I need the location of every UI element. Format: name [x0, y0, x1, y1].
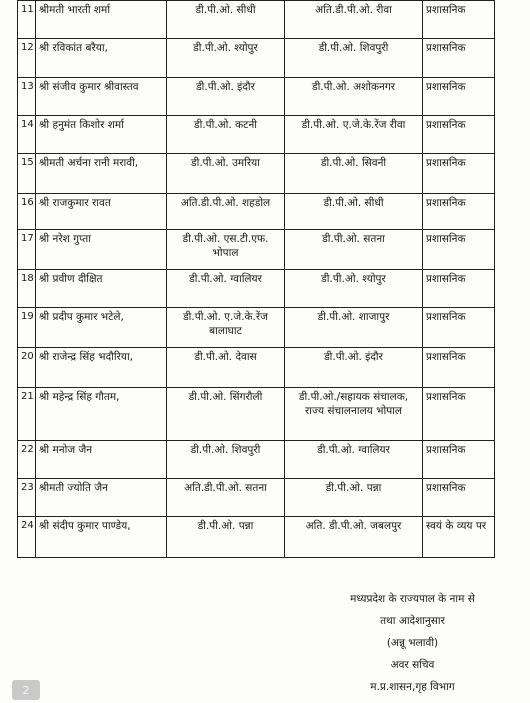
serial-number-cell: 20 [18, 348, 36, 388]
signatory-department: म.प्र.शासन,गृह विभाग [370, 681, 455, 693]
new-posting-cell: डी.पी.ओ./सहायक संचालक, राज्य संचालनालय भोपाल [285, 388, 423, 441]
officer-name-cell: श्रीमती अर्चना रानी मरावी, [36, 154, 167, 194]
transfer-reason-cell: प्रशासनिक [423, 78, 495, 116]
transfer-reason-cell: प्रशासनिक [423, 39, 495, 78]
new-posting-cell: डी.पी.ओ. शाजापुर [285, 308, 423, 348]
officer-name-cell: श्री संदीप कुमार पाण्डेय, [36, 517, 167, 558]
serial-number-cell: 13 [18, 78, 36, 116]
new-posting-cell: अति.डी.पी.ओ. रीवा [285, 1, 423, 39]
current-posting-cell: डी.पी.ओ. इंदौर [167, 78, 285, 116]
current-posting-cell: डी.पी.ओ. कटनी [167, 116, 285, 154]
new-posting-cell: डी.पी.ओ. सिवनी [285, 154, 423, 194]
table-row [18, 441, 495, 479]
table-row [18, 517, 495, 558]
transfer-reason-cell: प्रशासनिक [423, 441, 495, 479]
serial-number-cell: 14 [18, 116, 36, 154]
new-posting-cell: डी.पी.ओ. पन्ना [285, 479, 423, 517]
officer-name-cell: श्री प्रदीप कुमार भटेले, [36, 308, 167, 348]
officer-name-cell: श्री महेन्द्र सिंह गौतम, [36, 388, 167, 441]
signature-line-order: मध्यप्रदेश के राज्यपाल के नाम से [350, 593, 475, 605]
officer-name-cell: श्री हनुमंत किशोर शर्मा [36, 116, 167, 154]
signature-block [310, 588, 515, 698]
officer-name-cell: श्री राजेन्द्र सिंह भदौरिया, [36, 348, 167, 388]
new-posting-cell: डी.पी.ओ. ए.जे.के.रेंज रीवा [285, 116, 423, 154]
current-posting-cell: डी.पी.ओ. शिवपुरी [167, 441, 285, 479]
table-row [18, 194, 495, 230]
table-row [18, 154, 495, 194]
officer-name-cell: श्रीमती ज्योति जैन [36, 479, 167, 517]
serial-number-cell: 22 [18, 441, 36, 479]
new-posting-cell: डी.पी.ओ. सीधी [285, 194, 423, 230]
officer-name-cell: श्री संजीव कुमार श्रीवास्तव [36, 78, 167, 116]
transfer-reason-cell: प्रशासनिक [423, 308, 495, 348]
transfer-table-body [18, 1, 495, 558]
serial-number-cell: 16 [18, 194, 36, 230]
table-row [18, 479, 495, 517]
transfer-reason-cell: प्रशासनिक [423, 194, 495, 230]
new-posting-cell: डी.पी.ओ. सतना [285, 230, 423, 270]
current-posting-cell: डी.पी.ओ. सीधी [167, 1, 285, 39]
current-posting-cell: डी.पी.ओ. देवास [167, 348, 285, 388]
serial-number-cell: 17 [18, 230, 36, 270]
transfer-reason-cell: प्रशासनिक [423, 270, 495, 308]
table-row [18, 388, 495, 441]
officer-name-cell: श्रीमती भारती शर्मा [36, 1, 167, 39]
transfer-reason-cell: स्वयं के व्यय पर [423, 517, 495, 558]
transfer-reason-cell: प्रशासनिक [423, 348, 495, 388]
transfer-reason-cell: प्रशासनिक [423, 388, 495, 441]
signature-line-authority: तथा आदेशानुसार [380, 615, 445, 627]
table-row [18, 39, 495, 78]
serial-number-cell: 21 [18, 388, 36, 441]
officer-name-cell: श्री नरेश गुप्ता [36, 230, 167, 270]
current-posting-cell: अति.डी.पी.ओ. सतना [167, 479, 285, 517]
table-row [18, 78, 495, 116]
new-posting-cell: डी.पी.ओ. इंदौर [285, 348, 423, 388]
new-posting-cell: डी.पी.ओ. ग्वालियर [285, 441, 423, 479]
signatory-designation: अवर सचिव [390, 659, 435, 671]
officer-name-cell: श्री राजकुमार रावत [36, 194, 167, 230]
table-row [18, 308, 495, 348]
transfer-reason-cell: प्रशासनिक [423, 479, 495, 517]
table-row [18, 348, 495, 388]
serial-number-cell: 12 [18, 39, 36, 78]
signatory-name: (अन्नू भलावी) [386, 637, 439, 649]
table-row [18, 270, 495, 308]
serial-number-cell: 24 [18, 517, 36, 558]
transfer-reason-cell: प्रशासनिक [423, 230, 495, 270]
serial-number-cell: 11 [18, 1, 36, 39]
current-posting-cell: डी.पी.ओ. ए.जे.के.रेंज बालाघाट [167, 308, 285, 348]
table-row [18, 230, 495, 270]
current-posting-cell: डी.पी.ओ. ग्वालियर [167, 270, 285, 308]
new-posting-cell: डी.पी.ओ. अशोकनगर [285, 78, 423, 116]
transfer-reason-cell: प्रशासनिक [423, 154, 495, 194]
serial-number-cell: 23 [18, 479, 36, 517]
current-posting-cell: डी.पी.ओ. सिंगरौली [167, 388, 285, 441]
transfer-table [17, 0, 495, 558]
transfer-reason-cell: प्रशासनिक [423, 1, 495, 39]
serial-number-cell: 19 [18, 308, 36, 348]
current-posting-cell: डी.पी.ओ. उमरिया [167, 154, 285, 194]
new-posting-cell: डी.पी.ओ. श्योपुर [285, 270, 423, 308]
officer-name-cell: श्री रविकांत बरैया, [36, 39, 167, 78]
new-posting-cell: अति. डी.पी.ओ. जबलपुर [285, 517, 423, 558]
officer-name-cell: श्री मनोज जैन [36, 441, 167, 479]
page-number-badge: 2 [12, 680, 40, 700]
table-row [18, 116, 495, 154]
transfer-reason-cell: प्रशासनिक [423, 116, 495, 154]
serial-number-cell: 15 [18, 154, 36, 194]
new-posting-cell: डी.पी.ओ. शिवपुरी [285, 39, 423, 78]
serial-number-cell: 18 [18, 270, 36, 308]
current-posting-cell: अति.डी.पी.ओ. शहडोल [167, 194, 285, 230]
current-posting-cell: डी.पी.ओ. एस.टी.एफ. भोपाल [167, 230, 285, 270]
current-posting-cell: डी.पी.ओ. पन्ना [167, 517, 285, 558]
officer-name-cell: श्री प्रवीण दीक्षित [36, 270, 167, 308]
current-posting-cell: डी.पी.ओ. श्योपुर [167, 39, 285, 78]
table-row [18, 1, 495, 39]
